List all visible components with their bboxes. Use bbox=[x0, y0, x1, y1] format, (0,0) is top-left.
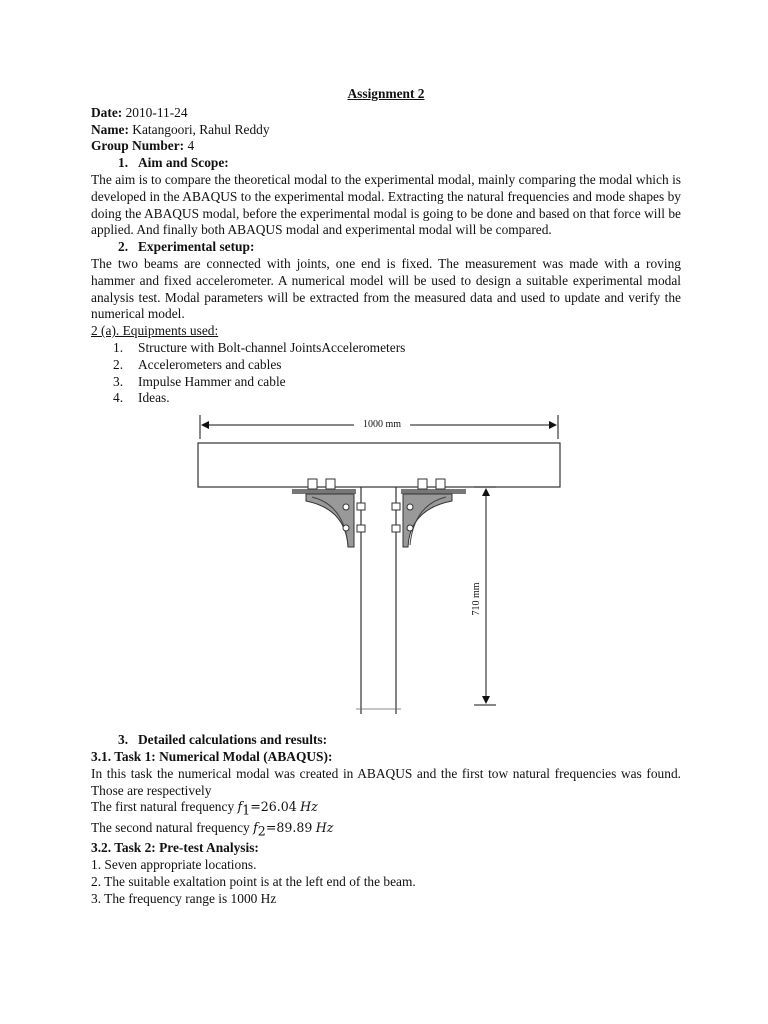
name-label: Name: bbox=[91, 121, 129, 137]
section2-number: 2. bbox=[118, 239, 129, 255]
document-page bbox=[91, 86, 681, 907]
f2-value: =89.89 bbox=[265, 819, 313, 835]
equipment-item-number: 3. bbox=[113, 373, 124, 389]
f2-line bbox=[91, 820, 681, 840]
f1-unit: Hz bbox=[300, 799, 318, 815]
equipment-item-text: Ideas. bbox=[138, 390, 170, 406]
task2-item: 1. Seven appropriate locations. bbox=[91, 857, 257, 873]
group-value: 4 bbox=[187, 138, 195, 154]
equipment-item-text: Accelerometers and cables bbox=[138, 356, 282, 372]
equipment-item bbox=[91, 357, 681, 374]
left-joint-bracket bbox=[292, 479, 365, 547]
equipment-subheading: 2 (a). Equipments used: bbox=[91, 323, 219, 339]
right-joint-bracket bbox=[392, 479, 466, 547]
task2-item: 2. The suitable exaltation point is at the left end of the beam. bbox=[91, 873, 416, 889]
f1-prefix: The first natural frequency bbox=[91, 799, 235, 815]
equipment-item-number: 4. bbox=[113, 390, 124, 406]
top-beam bbox=[198, 443, 560, 487]
section1-text: The aim is to compare the theoretical modal to the experimental modal, mainly comparing the modal which is developed in the ABAQUS to the experimental modal. Extracting the natural frequencies and mode shapes by doing the ABAQUS modal, before the experimental modal is going to be done and based on that force will be applied. And finally both ABAQUS modal and experimental modal will be compared. bbox=[91, 171, 681, 238]
section1-title: Aim and Scope: bbox=[138, 155, 229, 171]
equipment-item bbox=[91, 374, 681, 391]
name-line bbox=[91, 122, 681, 139]
f1-value: =26.04 bbox=[250, 799, 297, 815]
f2-subscript: 2 bbox=[257, 823, 266, 839]
document-title: Assignment 2 bbox=[347, 86, 425, 101]
width-label: 1000 mm bbox=[362, 419, 402, 431]
equipment-item-number: 1. bbox=[113, 339, 124, 355]
f1-line bbox=[91, 799, 681, 819]
section3-heading bbox=[91, 732, 681, 749]
f2-prefix: The second natural frequency bbox=[91, 819, 250, 835]
section3-number: 3. bbox=[118, 732, 129, 748]
task1-text: In this task the numerical modal was created in ABAQUS and the first tow natural frequencies was found. Those are respectively bbox=[91, 765, 681, 798]
beam-diagram bbox=[91, 409, 681, 714]
beam-drawing bbox=[196, 409, 566, 714]
group-line bbox=[91, 138, 681, 155]
section1-heading bbox=[91, 155, 681, 172]
task2-item: 3. The frequency range is 1000 Hz bbox=[91, 890, 277, 906]
height-label: 710 mm bbox=[471, 582, 482, 616]
group-label: Group Number: bbox=[91, 138, 185, 154]
f1-subscript: 1 bbox=[242, 803, 251, 818]
f2-unit: Hz bbox=[315, 819, 334, 835]
equipment-item-text: Impulse Hammer and cable bbox=[138, 373, 286, 389]
equipment-item bbox=[91, 340, 681, 357]
date-value: 2010-11-24 bbox=[125, 104, 188, 120]
section2-text: The two beams are connected with joints, one end is fixed. The measurement was made with a roving hammer and fixed accelerometer. A numerical model will be used to design a suitable experimental modal analysis test. Modal parameters will be extracted from the measured data and used to update and verify the numerical model. bbox=[91, 255, 681, 322]
section2-heading bbox=[91, 239, 681, 256]
date-label: Date: bbox=[91, 104, 123, 120]
section1-number: 1. bbox=[118, 155, 129, 171]
f2-symbol: f bbox=[253, 819, 258, 835]
name-value: Katangoori, Rahul Reddy bbox=[132, 121, 270, 137]
section3-title: Detailed calculations and results: bbox=[138, 732, 328, 748]
equipment-item bbox=[91, 390, 681, 407]
task1-heading: 3.1. Task 1: Numerical Modal (ABAQUS): bbox=[91, 748, 333, 764]
date-line bbox=[91, 105, 681, 122]
equipment-item-text: Structure with Bolt-channel JointsAccelerometers bbox=[138, 339, 406, 355]
f1-symbol: f bbox=[237, 799, 243, 815]
task2-heading: 3.2. Task 2: Pre-test Analysis: bbox=[91, 840, 259, 856]
equipment-item-number: 2. bbox=[113, 356, 124, 372]
section2-title: Experimental setup: bbox=[138, 239, 255, 255]
